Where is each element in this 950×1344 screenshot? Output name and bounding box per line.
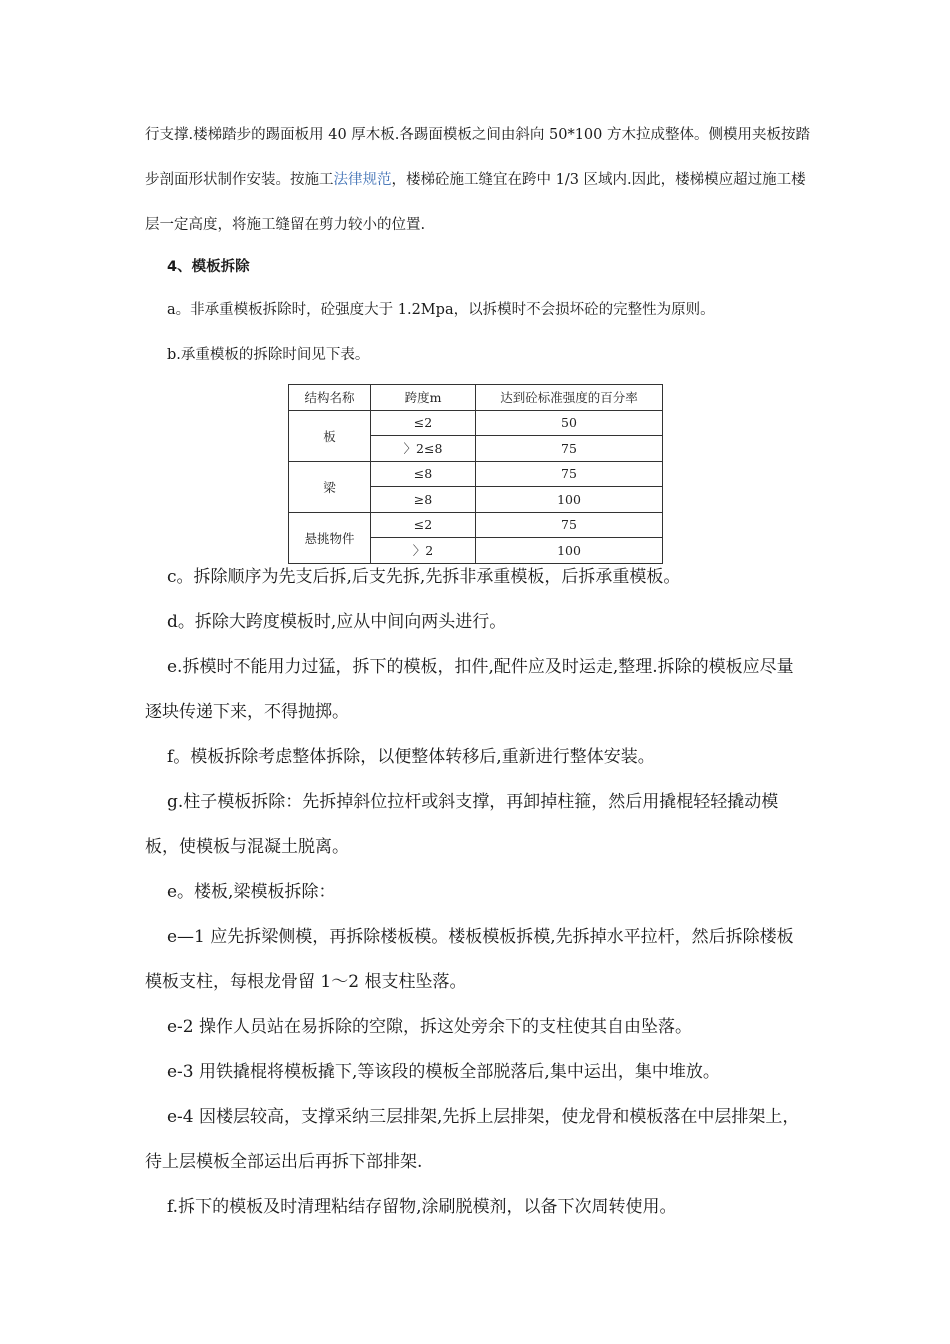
table-row	[289, 410, 663, 436]
span-cell: ≥8	[371, 487, 476, 513]
percent-cell: 75	[476, 461, 663, 487]
continuation-paragraph	[145, 113, 810, 248]
item-e-floor-beam: e。楼板,梁模板拆除：	[167, 882, 336, 902]
item-d: d。拆除大跨度模板时,应从中间向两头进行。	[167, 612, 507, 632]
item-c: c。拆除顺序为先支后拆,后支先拆,先拆非承重模板，后拆承重模板。	[167, 567, 681, 587]
percent-cell: 100	[476, 538, 663, 564]
item-a: a。非承重模板拆除时，砼强度大于 1.2Mpa，以拆模时不会损坏砼的完整性为原则。	[167, 302, 715, 318]
group-name-beam: 梁	[289, 461, 371, 512]
item-e4: e-4 因楼层较高，支撑采纳三层排架,先拆上层排架，使龙骨和模板落在中层排架上，待上层模板全部运出后再拆下部排架.	[145, 1107, 800, 1172]
header-strength-percent: 达到砼标准强度的百分率	[476, 385, 663, 411]
percent-cell: 50	[476, 410, 663, 436]
law-regulation-link[interactable]: 法律规范	[333, 172, 392, 188]
item-b: b.承重模板的拆除时间见下表。	[167, 347, 370, 363]
item-g: g.柱子模板拆除：先拆掉斜位拉杆或斜支撑，再卸掉柱箍，然后用撬棍轻轻撬动模板，使模板与混凝土脱离。	[145, 792, 779, 857]
group-name-slab: 板	[289, 410, 371, 461]
header-structure-name: 结构名称	[289, 385, 371, 411]
table-header-row	[289, 385, 663, 411]
table-row	[289, 461, 663, 487]
span-cell: ≤8	[371, 461, 476, 487]
item-e2: e-2 操作人员站在易拆除的空隙，拆这处旁余下的支柱使其自由坠落。	[167, 1017, 693, 1037]
item-f-cleanup: f.拆下的模板及时清理粘结存留物,涂刷脱模剂，以备下次周转使用。	[167, 1197, 677, 1217]
item-e1: e—1 应先拆梁侧模，再拆除楼板模。楼板模板拆模,先拆掉水平拉杆，然后拆除楼板模板支柱，每根龙骨留 1～2 根支柱坠落。	[145, 927, 794, 992]
span-cell: ≤2	[371, 410, 476, 436]
item-e: e.拆模时不能用力过猛，拆下的模板，扣件,配件应及时运走,整理.拆除的模板应尽量逐块传递下来，不得抛掷。	[145, 657, 794, 722]
percent-cell: 75	[476, 512, 663, 538]
formwork-removal-strength-table	[288, 384, 663, 564]
table-row	[289, 512, 663, 538]
span-cell: ≤2	[371, 512, 476, 538]
header-span: 跨度m	[371, 385, 476, 411]
group-name-cantilever: 悬挑物件	[289, 512, 371, 563]
paragraph-text-1: 行支撑.楼梯踏步的踢面板用 40 厚木板.各踢面模板之间由斜向 50*100 方木拉成整体。侧模用夹板按踏步剖面形状制作安装。按施工	[145, 127, 810, 188]
section-heading: 4、模板拆除	[167, 259, 250, 275]
span-cell: 〉2≤8	[371, 436, 476, 462]
item-f: f。模板拆除考虑整体拆除，以便整体转移后,重新进行整体安装。	[167, 747, 655, 767]
paragraph-text-2: ，楼梯砼施工缝宜在跨中 1/3 区域内.因此，楼梯模应超过施工楼层一定高度，将施工缝留在剪力较小的位置.	[145, 172, 806, 233]
item-e3: e-3 用铁撬棍将模板撬下,等该段的模板全部脱落后,集中运出，集中堆放。	[167, 1062, 720, 1082]
percent-cell: 100	[476, 487, 663, 513]
span-cell: 〉2	[371, 538, 476, 564]
percent-cell: 75	[476, 436, 663, 462]
